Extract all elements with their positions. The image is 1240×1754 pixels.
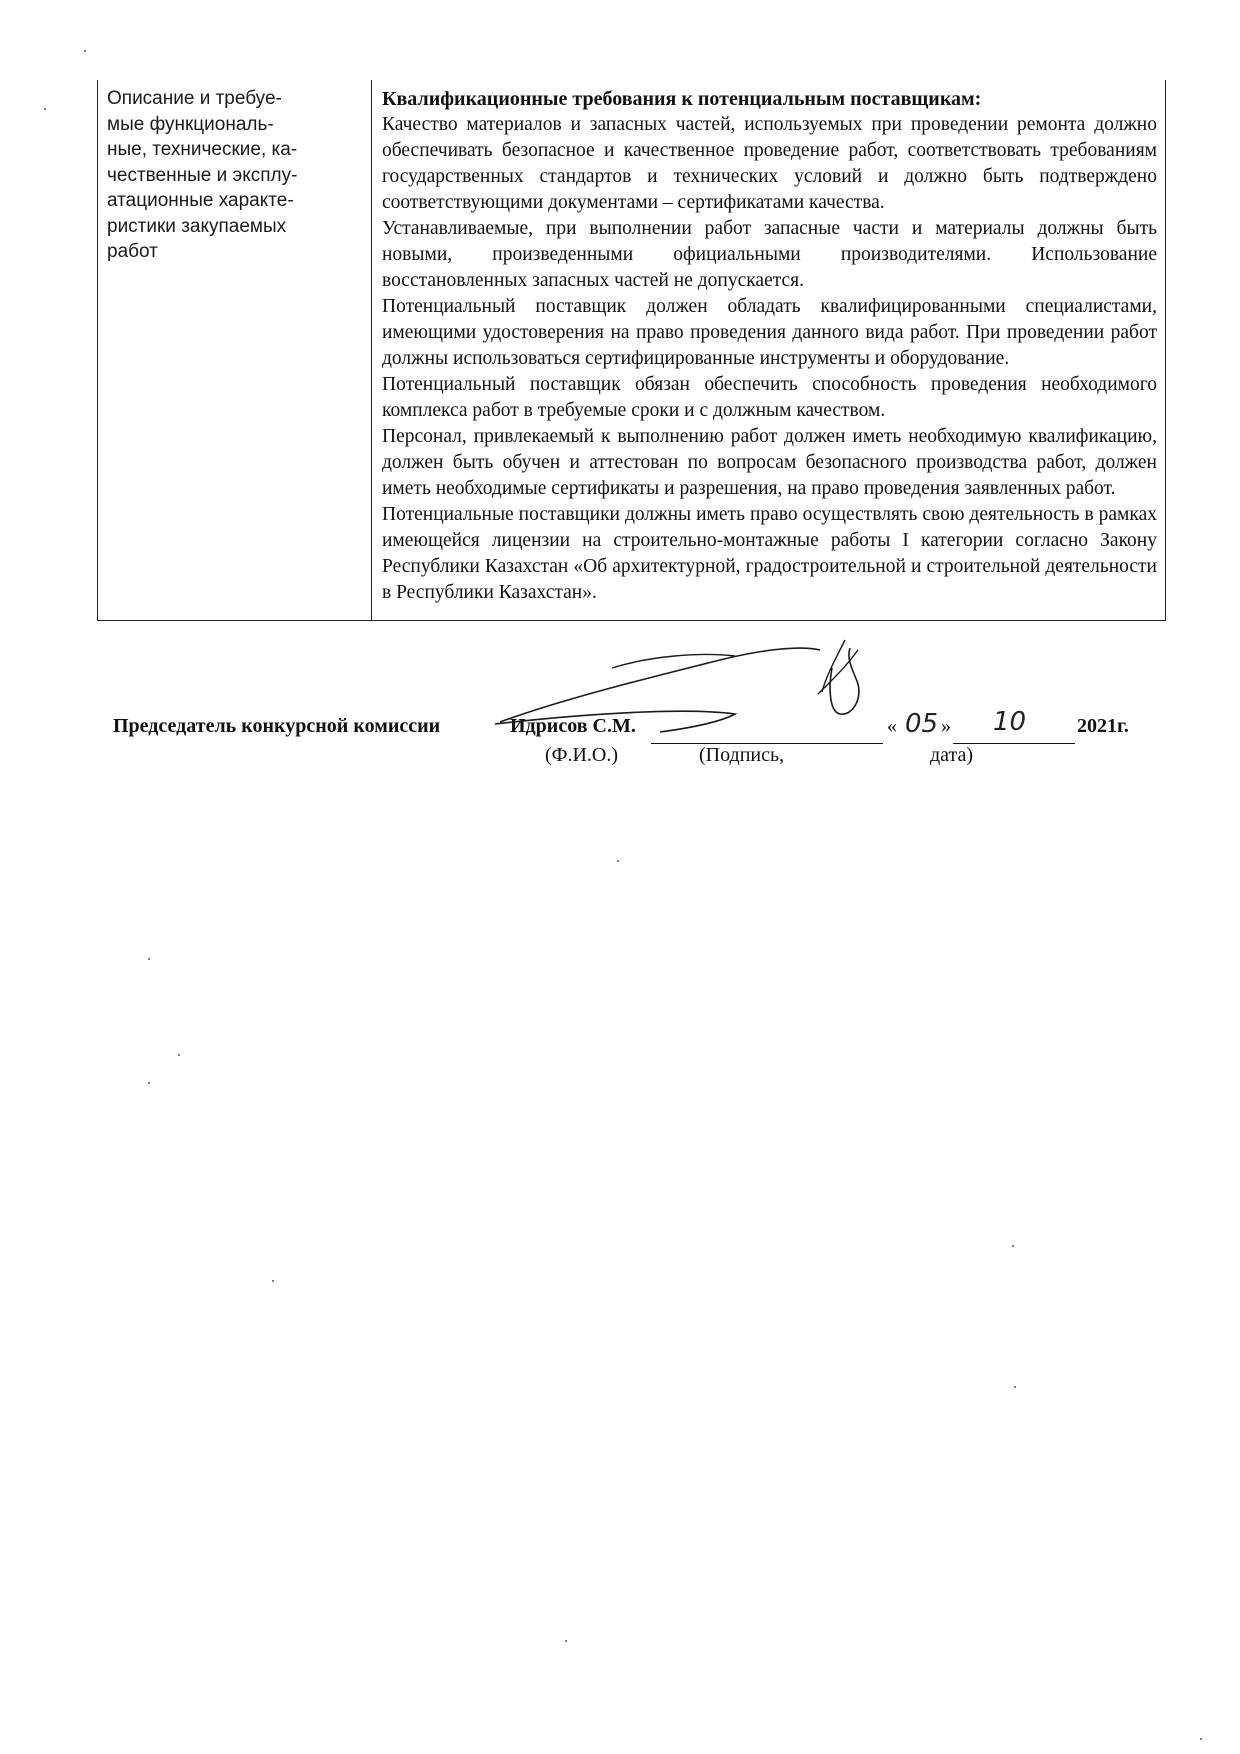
scan-speck	[84, 50, 86, 52]
description-label	[107, 86, 365, 265]
requirement-paragraph: Потенциальные поставщики должны иметь право осуществлять свою деятельность в рамках имеющейся лицензии на строительно-монтажные работы I категории согласно Закону Республики Казахстан «Об архитектурной, градостроительной и строительной деятельности в Республики Казахстан».	[382, 504, 1157, 603]
requirements-table	[97, 80, 1166, 621]
requirement-paragraph: Персонал, привлекаемый к выполнению работ должен иметь необходимую квалификацию, должен быть обучен и аттестован по вопросам безопасного производства работ, должен иметь необходимые сертификаты и разрешения, на право проведения заявленных работ.	[382, 426, 1157, 499]
label-line: атационные характе-	[107, 190, 294, 211]
signature-block	[113, 707, 1163, 745]
label-line: чественные и эксплу-	[107, 164, 298, 186]
scan-speck	[148, 958, 150, 960]
scan-speck	[565, 1640, 567, 1642]
requirement-paragraph: Устанавливаемые, при выполнении работ запасные части и материалы должны быть новыми, произведенными официальными производителями. Использование восстановленных запасных частей не допускается.	[382, 218, 1157, 291]
scan-speck	[272, 1280, 274, 1282]
requirements-heading: Квалификационные требования к потенциальным поставщикам:	[382, 88, 982, 110]
chairman-name: Идрисов С.М.	[510, 715, 636, 737]
date-quote-close: »	[941, 715, 951, 737]
scan-speck	[1014, 1386, 1016, 1388]
date-year: 2021г.	[1077, 715, 1129, 737]
label-line: Описание и требуе-	[107, 88, 282, 109]
description-label-cell	[98, 80, 372, 621]
label-line: мые функциональ-	[107, 113, 274, 135]
scan-speck	[148, 1082, 150, 1084]
label-line: ристики закупаемых	[107, 215, 287, 237]
caption-fio: (Ф.И.О.)	[545, 744, 619, 766]
table-row	[98, 80, 1166, 621]
scan-speck	[44, 108, 46, 110]
label-line: работ	[107, 241, 158, 262]
caption-date: дата)	[930, 744, 974, 766]
scan-speck	[1200, 1738, 1202, 1740]
scan-speck	[178, 1054, 180, 1056]
requirement-paragraph: Потенциальный поставщик должен обладать квалифицированными специалистами, имеющими удостоверения на право проведения данного вида работ. При проведении работ должны использоваться сертифицированные инструменты и оборудование.	[382, 296, 1157, 369]
requirement-paragraph: Потенциальный поставщик обязан обеспечить способность проведения необходимого комплекса работ в требуемые сроки и с должным качеством.	[382, 374, 1157, 421]
date-month: 10	[993, 707, 1027, 737]
requirements-cell	[372, 80, 1166, 621]
scan-speck	[617, 860, 619, 862]
chairman-role: Председатель конкурсной комиссии	[113, 715, 441, 737]
caption-sign: (Подпись,	[699, 744, 785, 766]
date-day: 05	[905, 709, 939, 739]
label-line: ные, технические, ка-	[107, 139, 298, 160]
scan-speck	[1012, 1245, 1014, 1247]
requirement-paragraph: Качество материалов и запасных частей, используемых при проведении ремонта должно обеспечивать безопасное и качественное проведение работ, соответствовать требованиям государственных стандартов и технических условий и должно быть подтверждено соответствующими документами – сертификатами качества.	[382, 114, 1157, 213]
date-quote-open: «	[887, 715, 897, 737]
